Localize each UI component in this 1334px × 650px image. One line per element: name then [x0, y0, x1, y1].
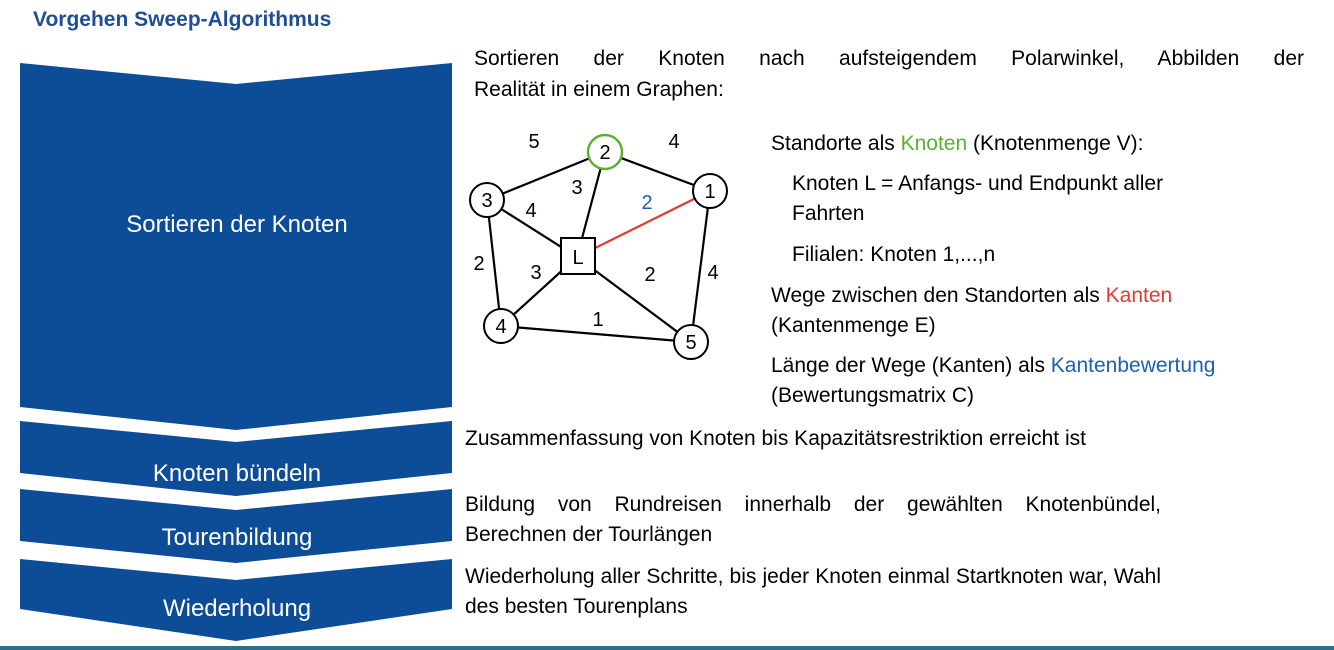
def-laenge-line2: (Bewertungsmatrix C): [771, 384, 975, 407]
desc-buendeln: Zusammenfassung von Knoten bis Kapazitätsrestriktion erreicht ist: [465, 427, 1086, 450]
page-title: Vorgehen Sweep-Algorithmus: [33, 8, 332, 31]
def-kantenbewertung-highlight: Kantenbewertung: [1050, 354, 1216, 377]
bottom-divider: [0, 646, 1334, 650]
node-label-L: L: [572, 247, 584, 269]
node-label-2: 2: [599, 142, 611, 164]
node-label-4: 4: [495, 316, 507, 338]
desc-touren: Bildung von Rundreisen innerhalb der gewählten Knotenbündel, Berechnen der Tourlängen: [465, 493, 1161, 546]
edge-weight-1-5: 4: [707, 262, 719, 284]
edge-weight-4-5: 1: [592, 309, 604, 331]
def-standorte-suffix: (Knotenmenge V):: [967, 132, 1144, 155]
step-label-sortieren: Sortieren der Knoten: [126, 211, 348, 238]
def-filialen: Filialen: Knoten 1,...,n: [792, 243, 996, 266]
def-kanten-highlight: Kanten: [1105, 284, 1173, 307]
node-label-1: 1: [704, 181, 716, 203]
def-laenge-prefix: Länge der Wege (Kanten) als: [771, 354, 1051, 377]
node-label-3: 3: [481, 190, 493, 212]
step-label-touren: Tourenbildung: [161, 524, 313, 551]
edge-3-2: [487, 152, 605, 200]
edge-weight-2-1: 4: [668, 131, 680, 153]
edge-weight-3-4: 2: [473, 253, 485, 275]
step-label-buendeln: Knoten bündeln: [152, 460, 322, 487]
def-wege-line2: (Kantenmenge E): [771, 314, 936, 337]
edge-weight-3-L: 4: [525, 200, 537, 222]
def-standorte: [771, 129, 1143, 159]
def-wege-prefix: Wege zwischen den Standorten als: [771, 284, 1106, 307]
def-knoten-highlight: Knoten: [900, 132, 968, 155]
edge-3-4: [487, 200, 501, 326]
step-label-wiederholung: Wiederholung: [162, 595, 312, 622]
edge-weight-L-5: 2: [644, 264, 656, 286]
edge-weight-3-2: 5: [528, 131, 540, 153]
edge-weight-1-L: 2: [641, 192, 653, 214]
def-knoten-l-line2: Fahrten: [792, 202, 865, 225]
graph-diagram: [455, 120, 765, 380]
edge-weight-2-L: 3: [571, 177, 583, 199]
process-chevrons: [0, 0, 460, 650]
edge-weight-4-L: 3: [530, 262, 542, 284]
def-wege: [771, 281, 1172, 311]
def-knoten-l-line1: Knoten L = Anfangs- und Endpunkt aller: [792, 172, 1164, 195]
sort-description-line1: Sortieren der Knoten nach aufsteigendem Polarwinkel, Abbilden der: [474, 47, 1304, 70]
sort-description-line2: Realität in einem Graphen:: [474, 78, 724, 101]
desc-wiederholung: Wiederholung aller Schritte, bis jeder Knoten einmal Startknoten war, Wahl des besten Tourenplans: [465, 565, 1161, 618]
node-label-5: 5: [685, 332, 697, 354]
def-standorte-prefix: Standorte als: [771, 132, 901, 155]
def-laenge: [771, 351, 1215, 381]
chevron-sortieren: [20, 63, 452, 430]
